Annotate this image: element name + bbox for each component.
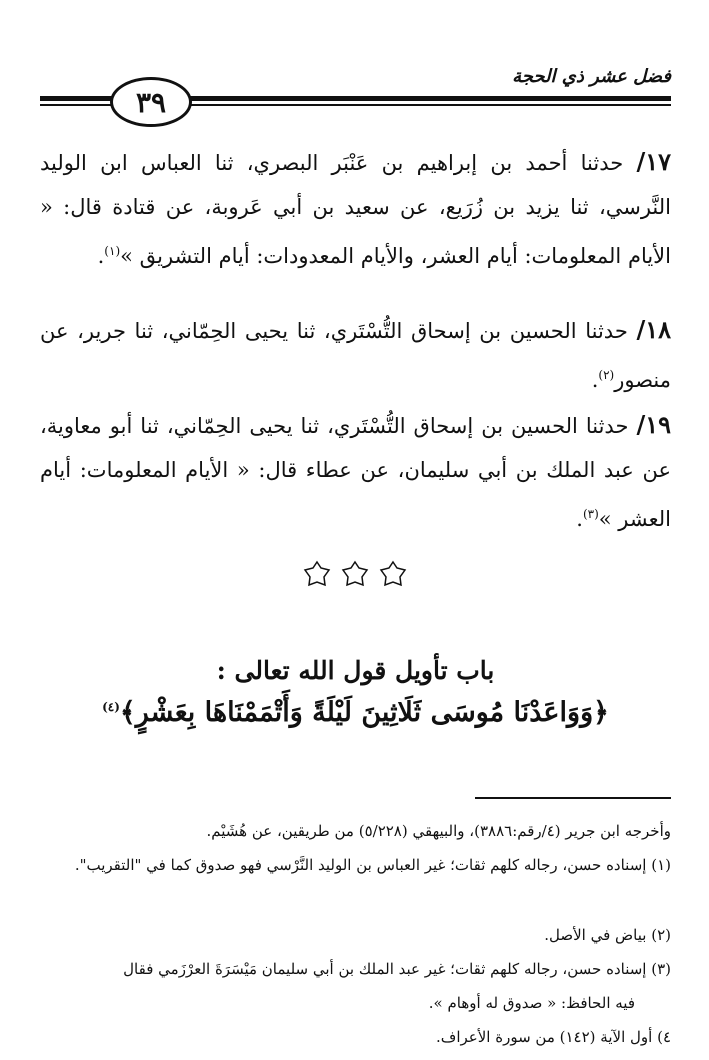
hadith-text: حدثنا الحسين بن إسحاق التُّسْتَري، ثنا يحيى الحِمّاني، ثنا أبو معاوية، عن عبد الملك بن أبي سليمان، عن عطاء قال: « الأيام المعلومات: أيام العشر » xyxy=(40,414,671,531)
hadith-18: ١٨/ حدثنا الحسين بن إسحاق التُّسْتَري، ثنا يحيى الحِمّاني، ثنا جرير، عن منصور$^{(٢)}$. xyxy=(40,315,671,392)
footnote-2: (٢) بياض في الأصل. xyxy=(544,926,671,944)
verse-text: ﴿وَوَاعَدْنَا مُوسَى ثَلَاثِينَ لَيْلَةً وَأَتْمَمْنَاهَا بِعَشْرٍ﴾ xyxy=(119,697,609,728)
footnote-ref: (١) xyxy=(104,244,121,258)
ornament-icon xyxy=(303,560,331,588)
hadith-number: ١٨/ xyxy=(636,315,671,344)
hadith-number: ١٧/ xyxy=(636,147,671,176)
hadith-text: حدثنا الحسين بن إسحاق التُّسْتَري، ثنا يحيى الحِمّاني، ثنا جرير، عن منصور xyxy=(40,319,671,392)
footnote-ref: (٢) xyxy=(598,368,615,382)
footnote-4: ٤) أول الآية (١٤٢) من سورة الأعراف. xyxy=(436,1028,671,1046)
running-header-title: فضل عشر ذي الحجة xyxy=(512,66,671,87)
quran-verse xyxy=(40,697,671,728)
footnote-ref: (٣) xyxy=(582,507,599,521)
section-divider xyxy=(0,560,709,588)
chapter-title: باب تأويل قول الله تعالى : xyxy=(216,656,495,685)
footnote-separator xyxy=(475,797,671,799)
footnote-ref: (٤) xyxy=(102,700,120,714)
hadith-number: ١٩/ xyxy=(636,410,671,439)
hadith-19: ١٩/ حدثنا الحسين بن إسحاق التُّسْتَري، ثنا يحيى الحِمّاني، ثنا أبو معاوية، عن عبد الملك بن أبي سليمان، عن عطاء قال: « الأيام المعلومات: أيام العشر »$^{(٣)}$. xyxy=(40,410,671,531)
footnote-3-continued: فيه الحافظ: « صدوق له أوهام ». xyxy=(428,994,635,1012)
footnote-intro: وأخرجه ابن جرير (٤/رقم:٣٨٨٦)، والبيهقي (٥/٢٢٨) من طريقين، عن هُشَيْم. xyxy=(206,822,671,840)
ornament-icon xyxy=(341,560,369,588)
hadith-text: حدثنا أحمد بن إبراهيم بن عَنْبَر البصري، ثنا العباس ابن الوليد النَّرسي، ثنا يزيد بن زُرَيع، عن سعيد بن أبي عَروبة، عن قتادة قال: « الأيام المعلومات: أيام العشر، والأيام المعدودات: أيام التشريق » xyxy=(40,151,671,268)
page-number: ٣٩ xyxy=(110,77,192,127)
hadith-17: ١٧/ حدثنا أحمد بن إبراهيم بن عَنْبَر البصري، ثنا العباس ابن الوليد النَّرسي، ثنا يزيد بن زُرَيع، عن سعيد بن أبي عَروبة، عن قتادة قال: « الأيام المعلومات: أيام العشر، والأيام المعدودات: أيام التشريق »$^{(١)}$. xyxy=(40,147,671,268)
footnote-1: (١) إسناده حسن، رجاله كلهم ثقات؛ غير العباس بن الوليد النَّرْسي فهو صدوق كما في "التقريب". xyxy=(74,856,671,874)
footnote-3: (٣) إسناده حسن، رجاله كلهم ثقات؛ غير عبد الملك بن أبي سليمان مَيْسَرَةَ العرْزَمي فقال xyxy=(123,960,671,978)
ornament-icon xyxy=(379,560,407,588)
